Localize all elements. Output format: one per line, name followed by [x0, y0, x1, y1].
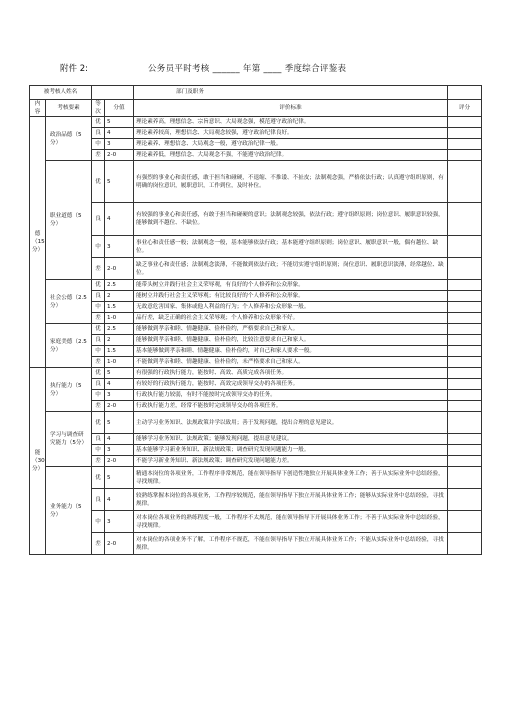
dept-cell [134, 86, 448, 100]
rating-cell[interactable] [448, 324, 482, 335]
rating-cell[interactable] [448, 161, 482, 203]
rating-cell[interactable] [448, 203, 482, 236]
table-row [30, 161, 482, 203]
criteria-cell: 不能学习新业务知识、新法规政策；调查研究发现问题能力差。 [134, 456, 448, 467]
rating-cell[interactable] [448, 533, 482, 555]
rating-cell[interactable] [448, 467, 482, 489]
document-header [0, 62, 505, 76]
col-content-header: 内容 [30, 100, 46, 117]
score-cell: 2 [105, 291, 134, 302]
criteria-cell: 能够做到孝亲和睦、情趣健康、俭朴俭约，比较注意要求自己和家人。 [134, 335, 448, 346]
rating-cell[interactable] [448, 412, 482, 434]
criteria-cell: 对本岗位各项业务的熟练程度一般，工作程序不太规范，能在领导指导下开展具体业务工作；不善于从实际业务中总结经验，寻找规律。 [134, 511, 448, 533]
table-row [30, 236, 482, 258]
criteria-cell: 有较好的行政执行能力，能按时、高效完成领导交办的各项任务。 [134, 379, 448, 390]
item-label: 职业道德（5分） [46, 161, 92, 280]
rating-cell[interactable] [448, 258, 482, 280]
dept-value-cell[interactable] [448, 86, 482, 100]
table-row [30, 357, 482, 368]
dept-label: 部门及职务 [176, 89, 204, 96]
grade-cell: 中 [92, 390, 105, 401]
grade-cell: 良 [92, 335, 105, 346]
score-cell: 5 [105, 467, 134, 489]
col-item-header: 考核要素 [46, 100, 92, 117]
table-row [30, 412, 482, 434]
criteria-cell: 基本能够做到孝亲和睦、情趣健康、俭朴俭约，对自己和家人要求一般。 [134, 346, 448, 357]
table-row [30, 456, 482, 467]
table-row [30, 445, 482, 456]
name-label: 被考核人姓名 [30, 86, 92, 100]
item-label: 执行能力（5分） [46, 368, 92, 412]
grade-cell: 良 [92, 379, 105, 390]
rating-cell[interactable] [448, 445, 482, 456]
table-row [30, 150, 482, 161]
rating-cell[interactable] [448, 379, 482, 390]
rating-cell[interactable] [448, 139, 482, 150]
criteria-cell: 无故意危害国家、集体或他人利益的行为；个人修养和公众形象一般。 [134, 302, 448, 313]
item-label: 政治品德（5分） [46, 117, 92, 161]
criteria-cell: 不能做到孝亲和睦、情趣健康、俭朴俭约，未严格要求自己和家人。 [134, 357, 448, 368]
table-row [30, 324, 482, 335]
score-cell: 4 [105, 128, 134, 139]
rating-cell[interactable] [448, 357, 482, 368]
score-cell: 2-0 [105, 150, 134, 161]
score-cell: 5 [105, 161, 134, 203]
item-label: 业务能力（5分） [46, 467, 92, 555]
col-score-header: 分值 [105, 100, 134, 117]
score-cell: 1.5 [105, 302, 134, 313]
grade-cell: 优 [92, 467, 105, 489]
rating-cell[interactable] [448, 291, 482, 302]
table-row [30, 379, 482, 390]
col-rating-header: 评分 [448, 100, 482, 117]
rating-cell[interactable] [448, 489, 482, 511]
score-cell: 2-0 [105, 533, 134, 555]
rating-cell[interactable] [448, 280, 482, 291]
score-cell: 3 [105, 390, 134, 401]
rating-cell[interactable] [448, 117, 482, 128]
criteria-cell: 理论素养高，理想信念、宗旨意识、大局观念强，模范遵守政治纪律。 [134, 117, 448, 128]
grade-cell: 良 [92, 434, 105, 445]
table-row [30, 368, 482, 379]
score-cell: 3 [105, 511, 134, 533]
form-title: 公务员平时考核 ______ 年第 ____ 季度综合评鉴表 [148, 64, 347, 74]
criteria-cell: 有很强的行政执行能力，能按时、高效、高质完成各项任务。 [134, 368, 448, 379]
rating-cell[interactable] [448, 401, 482, 412]
rating-cell[interactable] [448, 368, 482, 379]
grade-cell: 优 [92, 161, 105, 203]
table-row [30, 128, 482, 139]
table-row [30, 302, 482, 313]
grade-cell: 差 [92, 357, 105, 368]
grade-cell: 中 [92, 346, 105, 357]
score-cell: 2-0 [105, 456, 134, 467]
criteria-cell: 品行差，缺乏正确的社会主义荣辱观；个人修养和公众形象不好。 [134, 313, 448, 324]
table-row [30, 139, 482, 150]
table-row [30, 313, 482, 324]
rating-cell[interactable] [448, 346, 482, 357]
rating-cell[interactable] [448, 434, 482, 445]
rating-cell[interactable] [448, 390, 482, 401]
grade-cell: 良 [92, 291, 105, 302]
rating-cell[interactable] [448, 313, 482, 324]
score-cell: 3 [105, 139, 134, 150]
criteria-cell: 理论素养低，理想信念、大局观念不强，不能遵守政治纪律。 [134, 150, 448, 161]
grade-cell: 优 [92, 117, 105, 128]
criteria-cell: 主动学习业务知识、法规政策并学以致用；善于发现问题，提出合理的意见建议。 [134, 412, 448, 434]
grade-cell: 良 [92, 128, 105, 139]
grade-cell: 差 [92, 258, 105, 280]
score-cell: 3 [105, 236, 134, 258]
criteria-cell: 能够学习业务知识、法规政策；能够发现问题，提出意见建议。 [134, 434, 448, 445]
rating-cell[interactable] [448, 302, 482, 313]
item-label: 家庭美德（2.5分） [46, 324, 92, 368]
grade-cell: 中 [92, 139, 105, 150]
table-row [30, 533, 482, 555]
grade-cell: 良 [92, 489, 105, 511]
criteria-cell: 较熟练掌握本岗位的各项业务，工作程序较规范，能在领导指导下独立开展具体业务工作；能够从实际业务中总结经验，寻找规律。 [134, 489, 448, 511]
rating-cell[interactable] [448, 511, 482, 533]
table-row [30, 203, 482, 236]
criteria-cell: 事业心和责任感一般；法制观念一般，基本能够依法行政；基本能遵守组织原则；岗位意识、履职意识一般，偶有越位、缺位。 [134, 236, 448, 258]
grade-cell: 优 [92, 324, 105, 335]
table-row [30, 489, 482, 511]
score-cell: 5 [105, 368, 134, 379]
score-cell: 2.5 [105, 324, 134, 335]
criteria-cell: 对本岗位的各项业务不了解，工作程序不规范，不能在领导指导下独立开展具体业务工作；不能从实际业务中总结经验，寻找规律。 [134, 533, 448, 555]
grade-cell: 差 [92, 456, 105, 467]
score-cell: 1-0 [105, 357, 134, 368]
score-cell: 5 [105, 412, 134, 434]
criteria-cell: 理论素养、理想信念、大局观念一般，遵守政治纪律一般。 [134, 139, 448, 150]
rating-cell[interactable] [448, 128, 482, 139]
criteria-cell: 理论素养较高，理想信念、大局观念较强，遵守政治纪律良好。 [134, 128, 448, 139]
table-row [30, 335, 482, 346]
rating-cell[interactable] [448, 335, 482, 346]
criteria-cell: 有较强的事业心和责任感，有敢于担当和碰硬的意识；法制观念较强，依法行政；遵守组织原则；岗位意识、履职意识较强，能够做到不越位、不缺位。 [134, 203, 448, 236]
grade-cell: 差 [92, 401, 105, 412]
score-cell: 1-0 [105, 313, 134, 324]
score-cell: 1.5 [105, 346, 134, 357]
score-cell: 4 [105, 203, 134, 236]
name-value-cell[interactable] [92, 86, 134, 100]
criteria-cell: 缺乏事业心和责任感；法制观念淡薄，不能做到依法行政；不能切实遵守组织原则；岗位意识、履职意识淡薄，经常越位、缺位。 [134, 258, 448, 280]
grade-cell: 中 [92, 236, 105, 258]
grade-cell: 中 [92, 445, 105, 456]
criteria-cell: 能带头树立并践行社会主义荣辱观，有良好的个人修养和公众形象。 [134, 280, 448, 291]
section-de-label: 德（15分） [30, 117, 46, 368]
score-cell: 5 [105, 117, 134, 128]
evaluation-table [29, 85, 482, 555]
grade-cell: 中 [92, 302, 105, 313]
item-label: 学习与调查研究能力（5分） [46, 412, 92, 467]
table-row [30, 280, 482, 291]
score-cell: 3 [105, 445, 134, 456]
attachment-label: 附件 2: [60, 64, 88, 74]
score-cell: 2-0 [105, 258, 134, 280]
criteria-cell: 行政执行能力差，经常不能按时完成领导交办的各项任务。 [134, 401, 448, 412]
grade-cell: 差 [92, 313, 105, 324]
score-cell: 2.5 [105, 280, 134, 291]
table-row [30, 258, 482, 280]
table-row [30, 401, 482, 412]
criteria-cell: 能够做到孝亲和睦、情趣健康、俭朴俭约，严格要求自己和家人。 [134, 324, 448, 335]
table-row [30, 434, 482, 445]
criteria-cell: 有强烈的事业心和责任感，敢于担当和碰硬，不退缩、不推诿、不扯皮；法制观念强，严格依法行政；认真遵守组织原则，有明确的岗位意识，履职意识，工作到位，及时补位。 [134, 161, 448, 203]
grade-cell: 良 [92, 203, 105, 236]
grade-cell: 差 [92, 533, 105, 555]
table-row [30, 511, 482, 533]
table-row [30, 390, 482, 401]
col-grade-header: 等次 [92, 100, 105, 117]
grade-cell: 中 [92, 511, 105, 533]
criteria-cell: 精通本岗位的各项业务，工作程序非常规范，能在领导指导下创造性地独立开展具体业务工作；善于从实际业务中总结经验，寻找规律。 [134, 467, 448, 489]
grade-cell: 差 [92, 150, 105, 161]
score-cell: 4 [105, 379, 134, 390]
item-label: 社会公德（2.5分） [46, 280, 92, 324]
table-row [30, 117, 482, 128]
grade-cell: 优 [92, 280, 105, 291]
rating-cell[interactable] [448, 150, 482, 161]
section-neng-label: 能（30分） [30, 368, 46, 555]
score-cell: 4 [105, 434, 134, 445]
criteria-cell: 能树立并践行社会主义荣辱观；有比较良好的个人修养和公众形象。 [134, 291, 448, 302]
criteria-cell: 行政执行能力较弱，有时不能按时完成领导交办的任务。 [134, 390, 448, 401]
rating-cell[interactable] [448, 456, 482, 467]
table-row [30, 467, 482, 489]
score-cell: 4 [105, 489, 134, 511]
grade-cell: 优 [92, 412, 105, 434]
score-cell: 2 [105, 335, 134, 346]
col-criteria-header: 评价标准 [134, 100, 448, 117]
grade-cell: 优 [92, 368, 105, 379]
score-cell: 2-0 [105, 401, 134, 412]
table-row [30, 346, 482, 357]
rating-cell[interactable] [448, 236, 482, 258]
table-row [30, 291, 482, 302]
criteria-cell: 基本能够学习新业务知识、新法规政策；调查研究发现问题能力一般。 [134, 445, 448, 456]
